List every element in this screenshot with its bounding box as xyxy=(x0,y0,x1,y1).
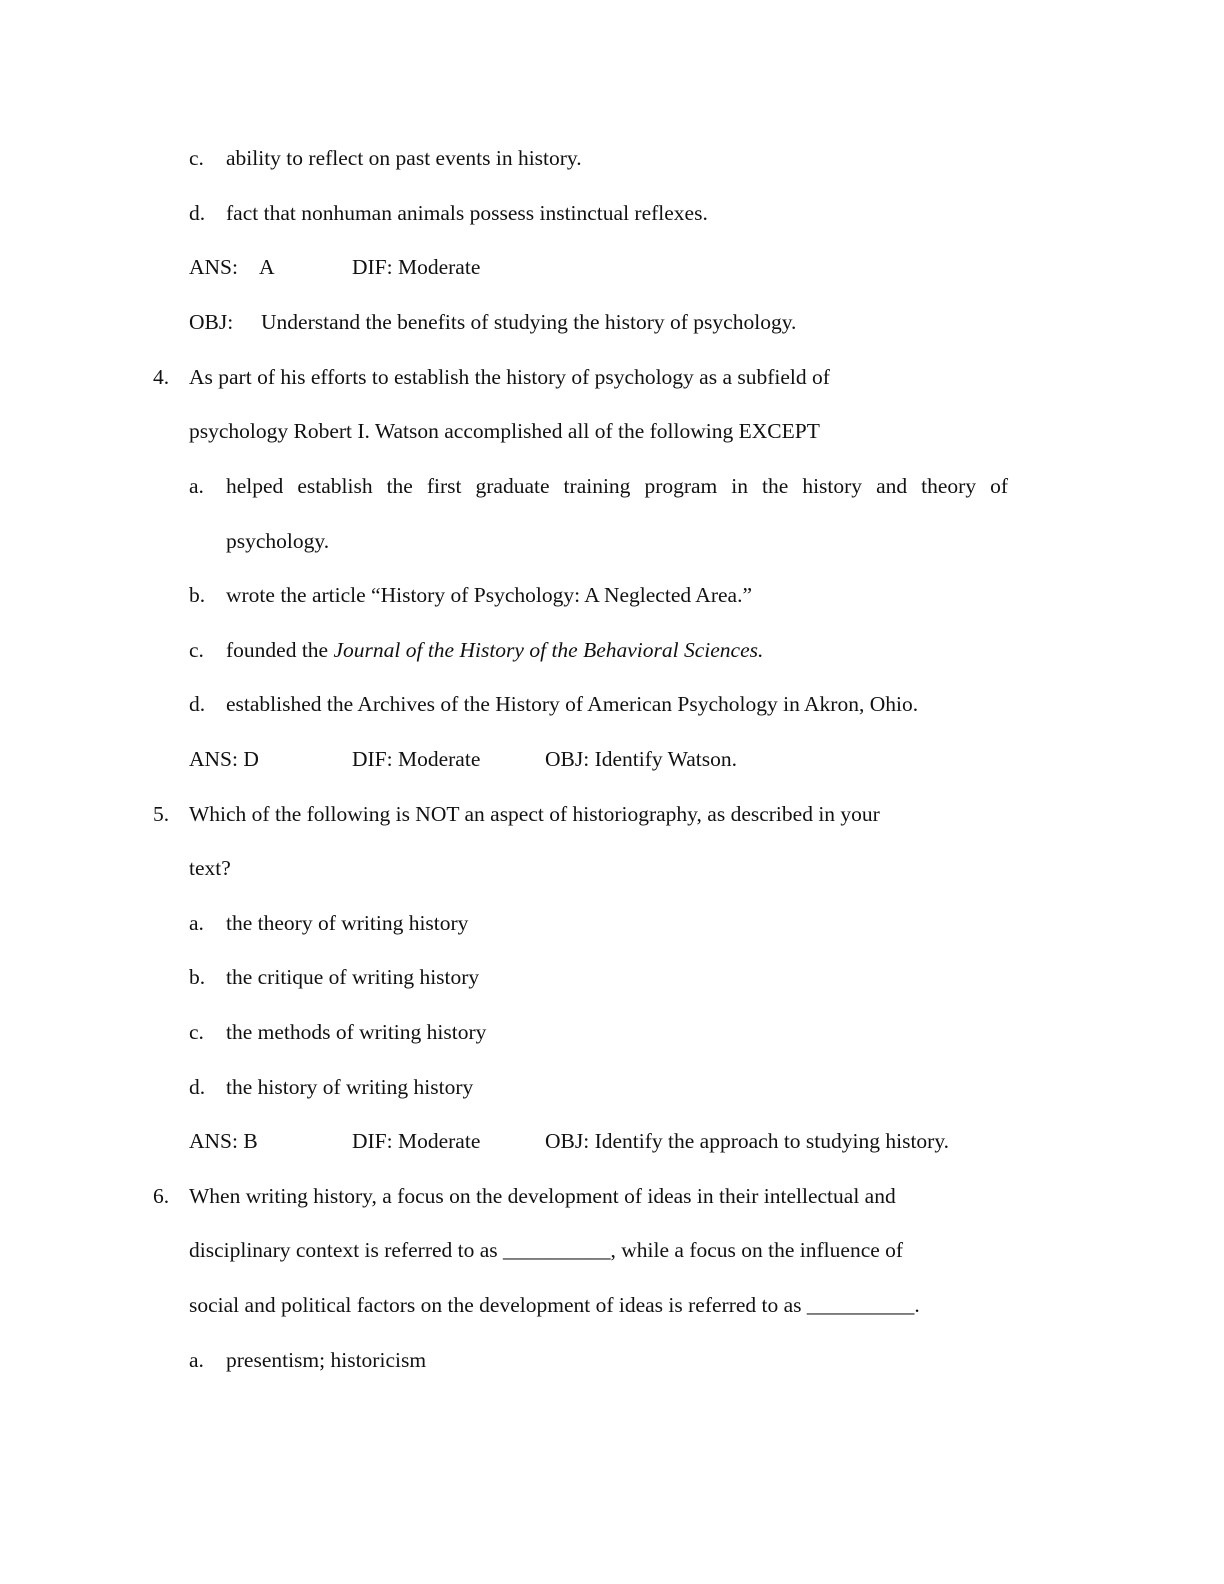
option-text: presentism; historicism xyxy=(226,1348,427,1372)
option-text: the methods of writing history xyxy=(226,1020,487,1044)
option-text: helped establish the first graduate training program in the history and theory of xyxy=(226,474,1008,498)
question-text: disciplinary context is referred to as __________, while a focus on the influence of xyxy=(189,1238,904,1262)
option-letter: d. xyxy=(189,1075,206,1099)
answer-label: ANS: xyxy=(189,255,238,279)
journal-title: Journal of the History of the Behavioral Sciences. xyxy=(333,638,764,662)
option-letter: c. xyxy=(189,1020,204,1044)
answer: ANS: B xyxy=(189,1129,258,1153)
question-text: social and political factors on the development of ideas is referred to as __________. xyxy=(189,1293,920,1317)
option-text: wrote the article “History of Psychology: A Neglected Area.” xyxy=(226,583,752,607)
option-letter: d. xyxy=(189,201,206,225)
question-number: 6. xyxy=(153,1184,170,1208)
difficulty: DIF: Moderate xyxy=(352,1129,481,1153)
question-number: 5. xyxy=(153,802,170,826)
question-number: 4. xyxy=(153,365,170,389)
option-text xyxy=(226,640,763,662)
option-text: established the Archives of the History of American Psychology in Akron, Ohio. xyxy=(226,692,919,716)
option-letter: b. xyxy=(189,583,206,607)
option-letter: c. xyxy=(189,146,204,170)
objective-label: OBJ: xyxy=(189,310,234,334)
option-letter: a. xyxy=(189,911,204,935)
question-text: psychology Robert I. Watson accomplished all of the following EXCEPT xyxy=(189,419,820,443)
option-letter: a. xyxy=(189,474,204,498)
question-text: text? xyxy=(189,856,231,880)
question-text: As part of his efforts to establish the history of psychology as a subfield of xyxy=(189,365,830,389)
option-text: fact that nonhuman animals possess instinctual reflexes. xyxy=(226,201,708,225)
option-text: ability to reflect on past events in history. xyxy=(226,146,582,170)
question-text: Which of the following is NOT an aspect of historiography, as described in your xyxy=(189,802,880,826)
option-text: the critique of writing history xyxy=(226,965,480,989)
option-letter: d. xyxy=(189,692,206,716)
answer: ANS: D xyxy=(189,747,259,771)
objective: OBJ: Identify the approach to studying history. xyxy=(545,1129,950,1153)
option-text-continued: psychology. xyxy=(226,529,330,553)
option-letter: b. xyxy=(189,965,206,989)
question-text: When writing history, a focus on the development of ideas in their intellectual and xyxy=(189,1184,896,1208)
option-text: the theory of writing history xyxy=(226,911,469,935)
option-text: the history of writing history xyxy=(226,1075,474,1099)
difficulty: DIF: Moderate xyxy=(352,747,481,771)
objective: OBJ: Identify Watson. xyxy=(545,747,737,771)
option-letter: c. xyxy=(189,638,204,662)
objective-value: Understand the benefits of studying the history of psychology. xyxy=(261,310,797,334)
difficulty: DIF: Moderate xyxy=(352,255,481,279)
option-text-prefix: founded the xyxy=(226,638,334,662)
option-letter: a. xyxy=(189,1348,204,1372)
answer-value: A xyxy=(259,255,275,279)
